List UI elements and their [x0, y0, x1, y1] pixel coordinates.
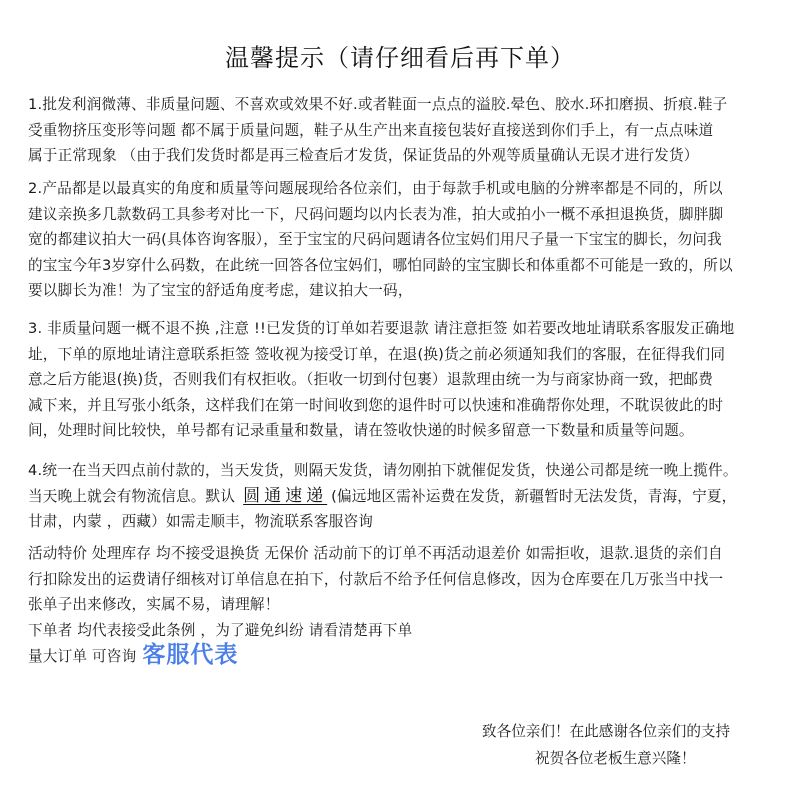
section-2-line: 要以脚长为准！为了宝宝的舒适角度考虑，建议拍大一码， — [28, 282, 413, 299]
notice-section-1 — [28, 92, 788, 169]
section-5-line: 张单子出来修改，实属不易，请理解！ — [28, 596, 280, 613]
section-1-line: 1.批发利润微薄、非质量问题、不喜欢或效果不好.或者鞋面一点点的溢胶.晕色、胶水.环扣磨损、折痕.鞋子 — [28, 96, 728, 113]
section-1-line: 受重物挤压变形等问题 都不属于质量问题，鞋子从生产出来直接包装好直接送到你们手上，有一点点味道 — [28, 121, 714, 139]
default-carrier-name: 圆通速递 — [243, 485, 328, 506]
section-2-line: 的宝宝今年3岁穿什么码数，在此统一回答各位宝妈们，哪怕同龄的宝宝脚长和体重都不可能是一致的，所以 — [28, 256, 733, 274]
notice-section-3 — [28, 316, 788, 444]
section-3-line: 减下来，并且写张小纸条，这样我们在第一时间收到您的退件时可以快速和准确帮你处理，不耽误彼此的时 — [28, 396, 724, 414]
section-4-line-shipping — [28, 484, 788, 510]
section-4-line: 4.统一在当天四点前付款的，当天发货，则隔天发货，请勿刚拍下就催促发货，快递公司都是统一晚上揽件。 — [28, 462, 738, 479]
closing-thanks: 致各位亲们！在此感谢各位亲们的支持 — [482, 723, 731, 740]
notice-section-2 — [28, 176, 788, 304]
section-3-line: 间，处理时间比较快，单号都有记录重量和数量，请在签收快递的时候多留意一下数量和质量等问题。 — [28, 422, 694, 439]
bulk-order-text: 量大订单 可咨询 — [28, 648, 137, 665]
section-5-line: 活动特价 处理库存 均不接受退换货 无保价 活动前下的订单不再活动退差价 如需拒收，退款.退货的亲们自 — [28, 545, 723, 562]
remote-area-note: (偏远地区需补运费在发货，新疆暂时无法发货，青海，宁夏， — [331, 487, 737, 505]
section-3-line: 3. 非质量问题一概不退不换 ,注意 !!已发货的订单如若要退款 请注意拒签 如若要改地址请联系客服发正确地 — [28, 320, 735, 337]
section-3-line: 意之后方能退(换)货，否则我们有权拒收。（拒收一切到付包裹）退款理由统一为与商家协商一致，把邮费 — [28, 371, 714, 388]
customer-service-link[interactable]: 客服代表 — [142, 642, 239, 668]
notice-section-5 — [28, 541, 788, 669]
section-3-line: 址，下单的原地址请注意联系拒签 签收视为接受订单，在退(换)货之前必须通知我们的客服，在征得我们同 — [28, 345, 726, 363]
section-2-line: 2.产品都是以最真实的角度和质量等问题展现给各位亲们，由于每款手机或电脑的分辨率都是不同的，所以 — [28, 180, 723, 197]
section-2-line: 宽的都建议拍大一码(具体咨询客服），至于宝宝的尺码问题请各位宝妈们用尺子量一下宝宝的脚长，勿问我 — [28, 231, 722, 248]
section-5-line: 下单者 均代表接受此条例 ，为了避免纠纷 请看清楚再下单 — [28, 621, 413, 639]
default-carrier-prefix: 当天晚上就会有物流信息。默认 — [28, 487, 236, 505]
page-title: 温馨提示（请仔细看后再下单） — [225, 44, 575, 72]
section-5-line: 行扣除发出的运费请仔细核对订单信息在拍下，付款后不给予任何信息修改，因为仓库要在几万张当中找一 — [28, 570, 724, 588]
notice-section-4 — [28, 458, 788, 535]
closing-wishes: 祝贺各位老板生意兴隆！ — [535, 750, 696, 767]
section-2-line: 建议亲换多几款数码工具参考对比一下，尺码问题均以内长表为准，拍大或拍小一概不承担退换货，脚胖脚 — [28, 205, 724, 223]
section-4-line: 甘肃，内蒙 ，西藏）如需走顺丰，物流联系客服咨询 — [28, 513, 374, 530]
bulk-order-line — [28, 643, 788, 669]
section-1-line: 属于正常现象 （由于我们发货时都是再三检查后才发货，保证货品的外观等质量确认无误才进行发货） — [28, 147, 699, 164]
